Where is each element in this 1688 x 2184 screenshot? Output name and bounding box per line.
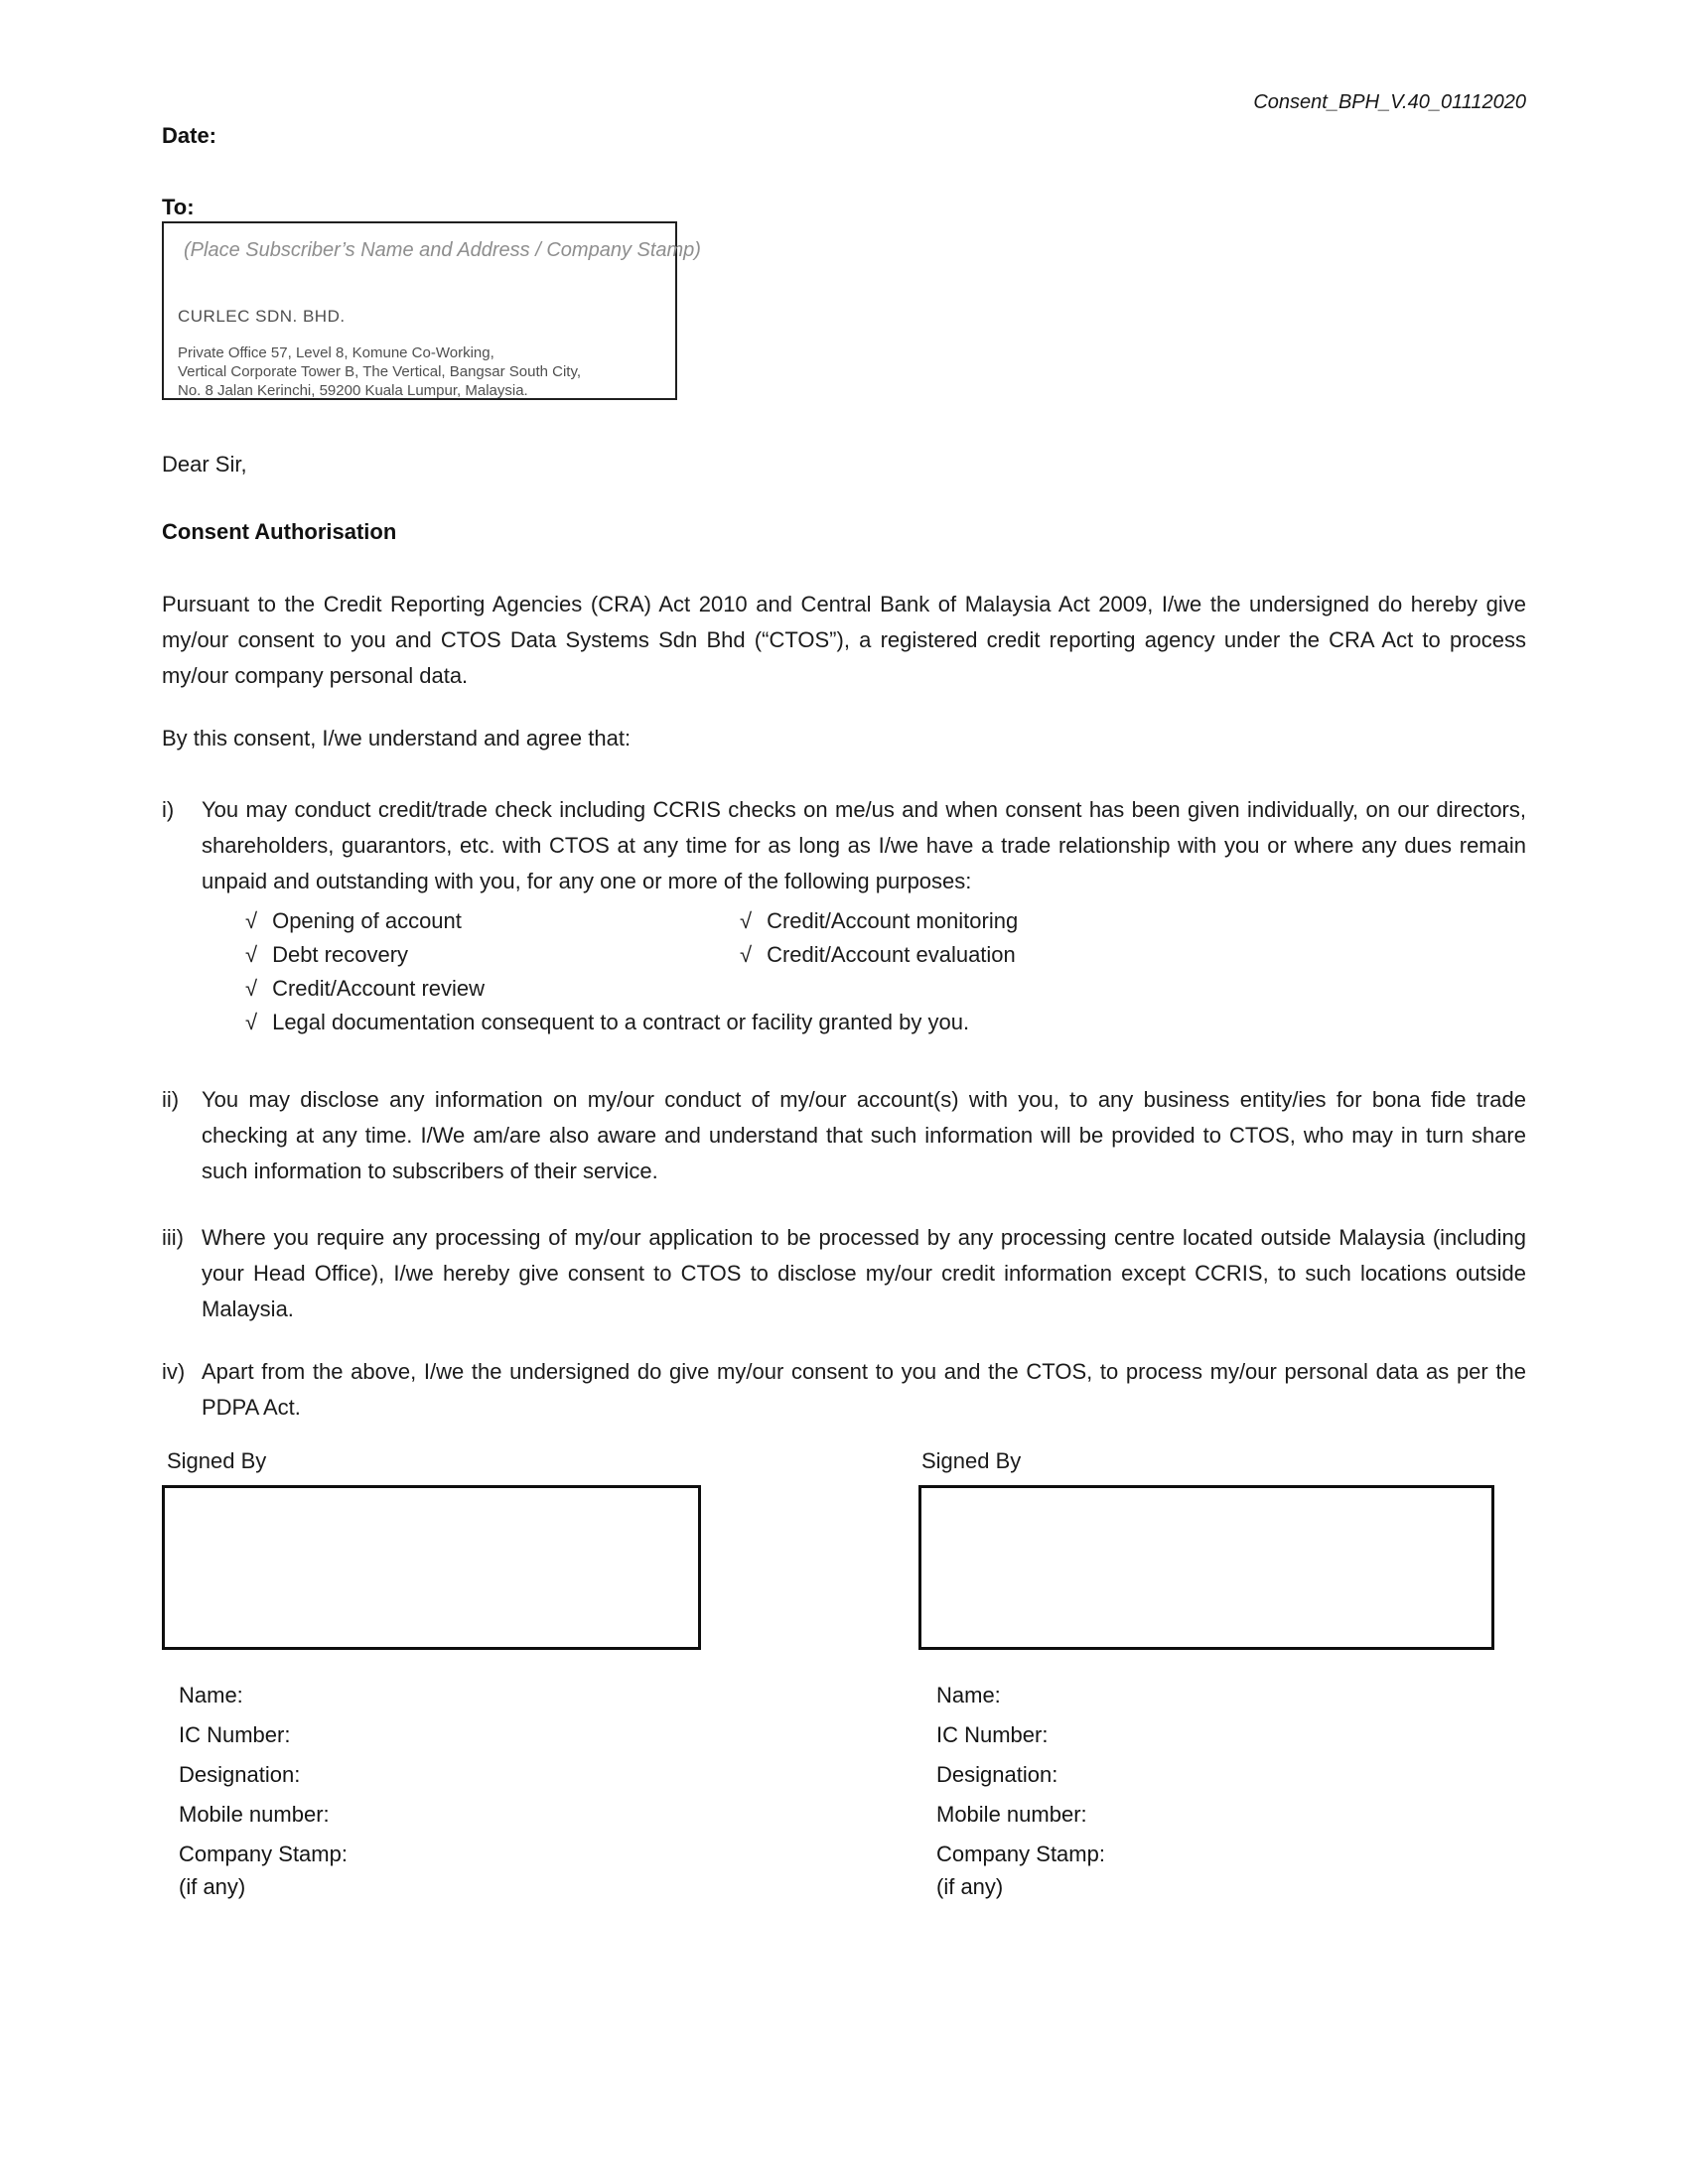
clause-marker: iv) xyxy=(162,1359,186,1384)
clause-text: Apart from the above, I/we the undersigned do give my/our consent to you and the CTOS, to process my/our personal data as per the PDPA Act. xyxy=(202,1359,1526,1420)
clause-iv xyxy=(162,1354,1526,1426)
purpose-label: Debt recovery xyxy=(272,942,409,967)
purpose-label: Legal documentation consequent to a contract or facility granted by you. xyxy=(272,1010,970,1034)
purpose-label: Credit/Account monitoring xyxy=(767,908,1019,933)
clause-iii xyxy=(162,1220,1526,1327)
page-title: Consent Authorisation xyxy=(162,519,397,544)
signed-by-label: Signed By xyxy=(921,1448,1022,1473)
to-label: To: xyxy=(162,195,195,219)
subscriber-address-box xyxy=(162,221,701,400)
company-stamp-field-label: Company Stamp: xyxy=(179,1842,348,1866)
address-line: Vertical Corporate Tower B, The Vertical, Bangsar South City, xyxy=(178,363,582,380)
purpose-item xyxy=(740,908,1018,934)
clause-i xyxy=(162,792,1526,899)
clause-marker: iii) xyxy=(162,1225,184,1250)
company-name: CURLEC SDN. BHD. xyxy=(178,307,346,326)
designation-field-label: Designation: xyxy=(179,1762,301,1787)
designation-field-label: Designation: xyxy=(936,1762,1058,1787)
address-line: No. 8 Jalan Kerinchi, 59200 Kuala Lumpur, Malaysia. xyxy=(178,382,528,399)
date-label: Date: xyxy=(162,123,217,148)
company-stamp-field-label: Company Stamp: xyxy=(936,1842,1105,1866)
signature-box xyxy=(918,1485,1494,1650)
purpose-label: Credit/Account evaluation xyxy=(767,942,1016,967)
intro-paragraph: Pursuant to the Credit Reporting Agencies (CRA) Act 2010 and Central Bank of Malaysia Act 2009, I/we the undersigned do hereby give my/our consent to you and CTOS Data Systems Sdn Bhd (“CTOS”), a registered credit reporting agency under the CRA Act to process my/our company personal data. xyxy=(162,592,1526,688)
purpose-item xyxy=(245,942,408,968)
purpose-label: Credit/Account review xyxy=(272,976,486,1001)
ic-number-field-label: IC Number: xyxy=(936,1722,1049,1747)
address-line: Private Office 57, Level 8, Komune Co-Working, xyxy=(178,344,494,361)
document-reference: Consent_BPH_V.40_01112020 xyxy=(1253,91,1526,113)
if-any-label: (if any) xyxy=(936,1874,1004,1899)
if-any-label: (if any) xyxy=(179,1874,246,1899)
clause-marker: i) xyxy=(162,797,175,822)
clause-text: Where you require any processing of my/our application to be processed by any processing centre located outside Malaysia (including your Head Office), I/we hereby give consent to CTOS to disclose my/our credit information except CCRIS, to such locations outside Malaysia. xyxy=(202,1225,1526,1321)
ic-number-field-label: IC Number: xyxy=(179,1722,291,1747)
name-field-label: Name: xyxy=(179,1683,243,1707)
clause-ii xyxy=(162,1082,1526,1189)
purpose-item xyxy=(740,942,1016,968)
address-placeholder: (Place Subscriber’s Name and Address / Company Stamp) xyxy=(184,239,701,261)
signed-by-label: Signed By xyxy=(167,1448,267,1473)
clause-marker: ii) xyxy=(162,1087,180,1112)
company-address xyxy=(178,343,581,400)
purpose-item xyxy=(245,976,485,1002)
salutation: Dear Sir, xyxy=(162,452,247,477)
purpose-item xyxy=(245,1010,969,1035)
purpose-label: Opening of account xyxy=(272,908,462,933)
clause-text: You may conduct credit/trade check including CCRIS checks on me/us and when consent has been given individually, on our directors, shareholders, guarantors, etc. with CTOS at any time for as long as I/we have a trade relationship with you or where any dues remain unpaid and outstanding with you, for any one or more of the following purposes: xyxy=(202,797,1526,893)
signature-box xyxy=(162,1485,701,1650)
mobile-number-field-label: Mobile number: xyxy=(936,1802,1087,1827)
checkmark-icon: √ xyxy=(245,1010,258,1034)
name-field-label: Name: xyxy=(936,1683,1001,1707)
mobile-number-field-label: Mobile number: xyxy=(179,1802,330,1827)
checkmark-icon: √ xyxy=(245,942,258,967)
purpose-item xyxy=(245,908,462,934)
checkmark-icon: √ xyxy=(740,942,753,967)
checkmark-icon: √ xyxy=(245,976,258,1001)
checkmark-icon: √ xyxy=(245,908,258,933)
clause-text: You may disclose any information on my/our conduct of my/our account(s) with you, to any business entity/ies for bona fide trade checking at any time. I/We am/are also aware and understand that such information will be provided to CTOS, who may in turn share such information to subscribers of their service. xyxy=(202,1087,1526,1183)
agreement-lead: By this consent, I/we understand and agree that: xyxy=(162,726,632,751)
checkmark-icon: √ xyxy=(740,908,753,933)
